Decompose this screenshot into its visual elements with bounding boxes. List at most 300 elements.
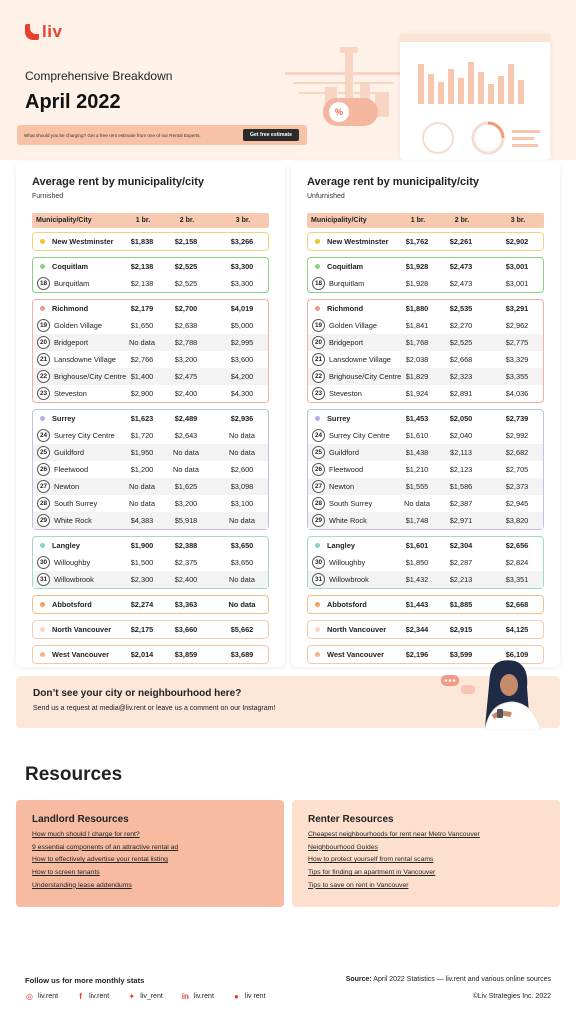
rent-value-2br: $2,261 bbox=[449, 237, 473, 246]
row-label bbox=[312, 300, 363, 317]
header-3br: 3 br. bbox=[510, 217, 526, 224]
municipality-name: Willowbrook bbox=[329, 575, 369, 584]
neighbourhood-row bbox=[33, 427, 268, 444]
rent-value-1br: $1,610 bbox=[405, 431, 429, 440]
rent-value-1br: No data bbox=[404, 499, 430, 508]
map-number-badge: 31 bbox=[312, 573, 325, 586]
row-label bbox=[37, 444, 84, 461]
municipality-row bbox=[308, 410, 543, 427]
neighbourhood-row bbox=[308, 571, 543, 588]
municipality-name: Lansdowne Village bbox=[329, 355, 391, 364]
rent-value-3br: $3,100 bbox=[230, 499, 254, 508]
renter-resources-heading: Renter Resources bbox=[308, 814, 394, 825]
map-number-badge: 21 bbox=[312, 353, 325, 366]
bar-chart-illustration-icon bbox=[400, 34, 550, 160]
row-label bbox=[312, 621, 386, 638]
rent-value-1br: $1,829 bbox=[405, 372, 429, 381]
color-dot-icon bbox=[315, 264, 320, 269]
neighbourhood-row bbox=[33, 495, 268, 512]
rent-value-1br: No data bbox=[129, 338, 155, 347]
row-label bbox=[37, 334, 88, 351]
rent-value-2br: $2,323 bbox=[449, 372, 473, 381]
row-label bbox=[312, 385, 362, 402]
map-number-badge: 21 bbox=[37, 353, 50, 366]
rent-value-1br: $1,432 bbox=[405, 575, 429, 584]
social-links bbox=[25, 992, 266, 1001]
rent-value-1br: No data bbox=[129, 499, 155, 508]
rent-value-3br: $4,200 bbox=[230, 372, 254, 381]
request-text-before: Send us a request at bbox=[33, 705, 100, 712]
municipality-row bbox=[308, 596, 543, 613]
rent-value-1br: $2,014 bbox=[130, 650, 154, 659]
rent-value-3br: $2,995 bbox=[230, 338, 254, 347]
neighbourhood-row bbox=[308, 275, 543, 292]
rent-value-3br: No data bbox=[228, 600, 256, 609]
rent-value-2br: $1,625 bbox=[174, 482, 198, 491]
rent-value-1br: $1,924 bbox=[405, 389, 429, 398]
card-title: Average rent by municipality/city bbox=[32, 176, 204, 188]
municipality-name: Newton bbox=[54, 482, 80, 491]
row-label bbox=[312, 275, 364, 292]
header-municipality: Municipality/City bbox=[36, 217, 92, 224]
map-number-badge: 19 bbox=[312, 319, 325, 332]
neighbourhood-row bbox=[308, 334, 543, 351]
percent-icon: % bbox=[329, 102, 349, 122]
municipality-name: Steveston bbox=[329, 389, 362, 398]
social-twitter[interactable] bbox=[127, 992, 163, 1001]
municipality-row bbox=[308, 537, 543, 554]
municipality-group bbox=[32, 409, 269, 530]
rent-value-3br: $4,125 bbox=[505, 625, 529, 634]
rent-value-2br: $2,388 bbox=[174, 541, 198, 550]
row-label bbox=[37, 385, 87, 402]
follow-text: Follow us for more monthly stats bbox=[25, 976, 145, 985]
social-label: liv.rent bbox=[193, 993, 214, 1000]
rent-value-2br: $2,113 bbox=[449, 448, 473, 457]
card-subtitle: Furnished bbox=[32, 193, 64, 200]
page-title: April 2022 bbox=[25, 91, 121, 113]
rent-value-3br: $6,109 bbox=[505, 650, 529, 659]
unfurnished-card bbox=[291, 162, 560, 667]
municipality-name: Surrey bbox=[52, 414, 76, 423]
color-dot-icon bbox=[40, 543, 45, 548]
row-label bbox=[37, 495, 97, 512]
rent-value-2br: $2,270 bbox=[449, 321, 473, 330]
municipality-group bbox=[32, 257, 269, 293]
rent-value-1br: $1,210 bbox=[405, 465, 429, 474]
municipality-name: Surrey City Centre bbox=[54, 431, 115, 440]
neighbourhood-row bbox=[308, 317, 543, 334]
row-label bbox=[312, 258, 363, 275]
header-1br: 1 br. bbox=[135, 217, 151, 224]
header-municipality: Municipality/City bbox=[311, 217, 367, 224]
rent-value-1br: No data bbox=[129, 482, 155, 491]
municipality-name: New Westminster bbox=[327, 237, 389, 246]
landlord-link[interactable]: 9 essential components of an attractive rental ad bbox=[32, 843, 179, 851]
source-label: Source: bbox=[345, 976, 372, 983]
map-number-badge: 20 bbox=[312, 336, 325, 349]
municipality-group bbox=[32, 595, 269, 614]
color-dot-icon bbox=[40, 239, 45, 244]
municipality-group bbox=[307, 257, 544, 293]
rent-value-3br: $2,682 bbox=[505, 448, 529, 457]
landlord-resources-heading: Landlord Resources bbox=[32, 814, 129, 825]
rent-value-2br: $2,535 bbox=[449, 304, 473, 313]
color-dot-icon bbox=[40, 602, 45, 607]
rent-value-1br: $1,748 bbox=[405, 516, 429, 525]
municipality-name: West Vancouver bbox=[52, 650, 109, 659]
municipality-group bbox=[307, 595, 544, 614]
row-label bbox=[312, 495, 372, 512]
request-text-after: or leave us a comment on our Instagram! bbox=[145, 705, 276, 712]
rent-value-3br: $3,300 bbox=[230, 262, 254, 271]
renter-link[interactable]: Tips for finding an apartment in Vancouver bbox=[308, 869, 436, 877]
row-label bbox=[312, 537, 355, 554]
rent-value-3br: No data bbox=[229, 431, 255, 440]
row-label bbox=[37, 300, 88, 317]
social-label: liv_rent bbox=[140, 993, 163, 1000]
map-number-badge: 20 bbox=[37, 336, 50, 349]
rent-value-3br: $4,019 bbox=[230, 304, 254, 313]
rent-value-1br: $1,928 bbox=[405, 262, 429, 271]
row-label bbox=[312, 461, 363, 478]
furnished-card bbox=[16, 162, 285, 667]
municipality-name: Abbotsford bbox=[52, 600, 92, 609]
rent-value-2br: $2,525 bbox=[174, 279, 198, 288]
map-number-badge: 24 bbox=[37, 429, 50, 442]
color-dot-icon bbox=[40, 264, 45, 269]
rent-value-2br: $2,915 bbox=[449, 625, 473, 634]
rent-value-1br: $1,950 bbox=[130, 448, 154, 457]
row-label bbox=[37, 478, 79, 495]
landlord-link[interactable]: How to screen tenants bbox=[32, 869, 100, 877]
row-label bbox=[312, 368, 401, 385]
rent-value-3br: $4,300 bbox=[230, 389, 254, 398]
rent-value-3br: $3,266 bbox=[230, 237, 254, 246]
rent-value-3br: $3,291 bbox=[505, 304, 529, 313]
municipality-row bbox=[33, 537, 268, 554]
email-link[interactable]: media@liv.rent bbox=[99, 705, 146, 712]
row-label bbox=[312, 554, 365, 571]
municipality-group bbox=[32, 536, 269, 589]
color-dot-icon bbox=[315, 602, 320, 607]
rent-value-1br: $1,500 bbox=[130, 558, 154, 567]
header-2br: 2 br. bbox=[179, 217, 195, 224]
instagram-icon: ◎ bbox=[26, 992, 33, 1001]
neighbourhood-row bbox=[308, 427, 543, 444]
neighbourhood-row bbox=[33, 351, 268, 368]
municipality-name: South Surrey bbox=[54, 499, 98, 508]
social-facebook[interactable] bbox=[76, 992, 109, 1001]
color-dot-icon bbox=[40, 652, 45, 657]
rent-value-2br: $2,473 bbox=[449, 279, 473, 288]
rent-value-1br: $1,768 bbox=[405, 338, 429, 347]
landlord-link[interactable]: Understanding lease addendums bbox=[32, 881, 132, 889]
municipality-name: Steveston bbox=[54, 389, 87, 398]
get-free-estimate-button[interactable]: Get free estimate bbox=[243, 129, 299, 141]
rent-value-2br: $2,475 bbox=[174, 372, 198, 381]
map-number-badge: 29 bbox=[37, 514, 50, 527]
card-title: Average rent by municipality/city bbox=[307, 176, 479, 188]
municipality-row bbox=[33, 300, 268, 317]
rent-value-1br: $2,274 bbox=[130, 600, 154, 609]
color-dot-icon bbox=[315, 306, 320, 311]
wechat-icon: ● bbox=[233, 992, 239, 1001]
rent-value-3br: $3,001 bbox=[505, 262, 529, 271]
rent-value-3br: $3,329 bbox=[505, 355, 529, 364]
neighbourhood-row bbox=[308, 351, 543, 368]
rent-value-3br: $2,739 bbox=[505, 414, 529, 423]
rent-value-2br: $2,123 bbox=[449, 465, 473, 474]
row-label bbox=[37, 621, 111, 638]
rent-value-3br: $3,355 bbox=[505, 372, 529, 381]
rent-value-1br: $4,383 bbox=[130, 516, 154, 525]
municipality-name: Brighouse/City Centre bbox=[54, 372, 127, 381]
row-label bbox=[37, 351, 116, 368]
row-label bbox=[37, 317, 102, 334]
woman-with-phone-icon bbox=[435, 655, 555, 730]
rent-value-2br: $2,700 bbox=[174, 304, 198, 313]
rent-value-3br: $2,705 bbox=[505, 465, 529, 474]
municipality-group bbox=[307, 536, 544, 589]
rent-value-2br: $2,525 bbox=[174, 262, 198, 271]
municipality-name: Brighouse/City Centre bbox=[329, 372, 402, 381]
rent-value-1br: $1,438 bbox=[405, 448, 429, 457]
rent-value-2br: $3,363 bbox=[174, 600, 198, 609]
chart-illustration bbox=[400, 34, 550, 160]
rent-value-2br: $2,375 bbox=[174, 558, 198, 567]
table-header bbox=[307, 213, 544, 228]
municipality-name: Richmond bbox=[52, 304, 89, 313]
municipality-row bbox=[33, 258, 268, 275]
social-instagram[interactable] bbox=[25, 992, 58, 1001]
map-number-badge: 26 bbox=[312, 463, 325, 476]
municipality-row bbox=[33, 621, 268, 638]
municipality-row bbox=[308, 258, 543, 275]
rent-value-1br: $2,196 bbox=[405, 650, 429, 659]
rent-value-2br: $2,400 bbox=[174, 575, 198, 584]
row-label bbox=[37, 410, 75, 427]
color-dot-icon bbox=[315, 652, 320, 657]
social-linkedin[interactable] bbox=[181, 992, 214, 1001]
rent-value-1br: $2,766 bbox=[130, 355, 154, 364]
map-number-badge: 28 bbox=[37, 497, 50, 510]
rent-value-3br: $3,098 bbox=[230, 482, 254, 491]
renter-link[interactable]: How to protect yourself from rental scams bbox=[308, 856, 434, 864]
rent-value-2br: $5,918 bbox=[174, 516, 198, 525]
source-text bbox=[346, 976, 551, 983]
rent-value-3br: $3,650 bbox=[230, 558, 254, 567]
rent-value-2br: $2,638 bbox=[174, 321, 198, 330]
rent-value-2br: $2,489 bbox=[174, 414, 198, 423]
color-dot-icon bbox=[315, 239, 320, 244]
municipality-name: Burquitlam bbox=[54, 279, 90, 288]
row-label bbox=[37, 596, 92, 613]
row-label bbox=[37, 233, 113, 250]
map-number-badge: 31 bbox=[37, 573, 50, 586]
municipality-name: Coquitlam bbox=[327, 262, 364, 271]
rent-value-2br: $2,473 bbox=[449, 262, 473, 271]
row-label bbox=[312, 512, 367, 529]
rent-value-2br: $2,525 bbox=[449, 338, 473, 347]
rent-value-3br: $5,000 bbox=[230, 321, 254, 330]
rent-value-3br: $3,001 bbox=[505, 279, 529, 288]
rent-value-1br: $1,880 bbox=[405, 304, 429, 313]
rent-value-3br: $2,373 bbox=[505, 482, 529, 491]
row-label bbox=[312, 233, 388, 250]
renter-link[interactable]: Cheapest neighbourhoods for rent near Metro Vancouver bbox=[308, 831, 480, 838]
municipality-group bbox=[307, 620, 544, 639]
municipality-name: Lansdowne Village bbox=[54, 355, 116, 364]
rent-value-1br: $2,300 bbox=[130, 575, 154, 584]
renter-link[interactable]: Tips to save on rent in Vancouver bbox=[308, 881, 409, 889]
neighbourhood-row bbox=[308, 495, 543, 512]
municipality-name: Langley bbox=[327, 541, 355, 550]
color-dot-icon bbox=[315, 543, 320, 548]
neighbourhood-row bbox=[308, 368, 543, 385]
map-number-badge: 28 bbox=[312, 497, 325, 510]
neighbourhood-row bbox=[33, 554, 268, 571]
map-number-badge: 19 bbox=[37, 319, 50, 332]
table-header bbox=[32, 213, 269, 228]
social-wechat[interactable] bbox=[232, 992, 266, 1001]
rent-value-3br: No data bbox=[229, 575, 255, 584]
rent-value-3br: $3,650 bbox=[230, 541, 254, 550]
color-dot-icon bbox=[40, 416, 45, 421]
rent-value-2br: $1,885 bbox=[449, 600, 473, 609]
rent-value-2br: No data bbox=[173, 465, 199, 474]
neighbourhood-row bbox=[308, 554, 543, 571]
landlord-resources bbox=[16, 800, 284, 907]
municipality-row bbox=[33, 596, 268, 613]
rent-value-3br: $5,662 bbox=[230, 625, 254, 634]
neighbourhood-row bbox=[33, 275, 268, 292]
row-label bbox=[37, 427, 115, 444]
municipality-name: Guildford bbox=[329, 448, 359, 457]
neighbourhood-row bbox=[33, 385, 268, 402]
rent-value-1br: $2,175 bbox=[130, 625, 154, 634]
rent-value-3br: $2,945 bbox=[505, 499, 529, 508]
rent-value-2br: $2,891 bbox=[449, 389, 473, 398]
row-label bbox=[312, 317, 377, 334]
rent-value-1br: $1,720 bbox=[130, 431, 154, 440]
municipality-name: West Vancouver bbox=[327, 650, 384, 659]
municipality-name: North Vancouver bbox=[327, 625, 387, 634]
header-1br: 1 br. bbox=[410, 217, 426, 224]
municipality-group bbox=[32, 299, 269, 403]
municipality-row bbox=[33, 646, 268, 663]
rent-value-2br: $2,668 bbox=[449, 355, 473, 364]
rent-value-1br: $1,555 bbox=[405, 482, 429, 491]
rent-value-2br: $2,971 bbox=[449, 516, 473, 525]
municipality-name: Richmond bbox=[327, 304, 364, 313]
header-3br: 3 br. bbox=[235, 217, 251, 224]
municipality-name: Willoughby bbox=[329, 558, 366, 567]
rent-value-1br: $2,344 bbox=[405, 625, 429, 634]
color-dot-icon bbox=[40, 306, 45, 311]
social-label: liv rent bbox=[244, 993, 266, 1000]
municipality-name: White Rock bbox=[54, 516, 92, 525]
map-number-badge: 25 bbox=[312, 446, 325, 459]
rent-value-1br: $2,138 bbox=[130, 262, 154, 271]
source-detail: April 2022 Statistics — liv.rent and various online sources bbox=[371, 976, 551, 983]
rent-value-3br: No data bbox=[229, 448, 255, 457]
rent-value-3br: $2,962 bbox=[505, 321, 529, 330]
municipality-row bbox=[33, 410, 268, 427]
municipality-name: Willoughby bbox=[54, 558, 91, 567]
rent-value-3br: $2,656 bbox=[505, 541, 529, 550]
municipality-row bbox=[308, 300, 543, 317]
landlord-link[interactable]: How to effectively advertise your rental listing bbox=[32, 856, 168, 864]
row-label bbox=[37, 646, 109, 663]
rent-value-3br: $2,668 bbox=[505, 600, 529, 609]
rent-value-2br: $3,660 bbox=[174, 625, 198, 634]
municipality-group bbox=[32, 232, 269, 251]
rent-value-1br: $1,200 bbox=[130, 465, 154, 474]
rent-value-2br: $2,158 bbox=[174, 237, 198, 246]
municipality-row bbox=[308, 621, 543, 638]
neighbourhood-row bbox=[308, 478, 543, 495]
landlord-link[interactable]: How much should I charge for rent? bbox=[32, 831, 140, 838]
row-label bbox=[37, 554, 90, 571]
logo-text: liv bbox=[42, 22, 63, 41]
header-banner bbox=[0, 0, 576, 160]
rent-value-2br: $3,599 bbox=[449, 650, 473, 659]
municipality-group bbox=[307, 232, 544, 251]
neighbourhood-row bbox=[33, 461, 268, 478]
map-number-badge: 23 bbox=[312, 387, 325, 400]
rent-value-2br: $2,643 bbox=[174, 431, 198, 440]
logo[interactable] bbox=[25, 22, 62, 42]
row-label bbox=[37, 571, 94, 588]
rent-value-1br: $1,623 bbox=[130, 414, 154, 423]
twitter-icon: ✦ bbox=[128, 992, 136, 1001]
municipality-name: Newton bbox=[329, 482, 355, 491]
request-text bbox=[33, 705, 275, 712]
map-number-badge: 30 bbox=[37, 556, 50, 569]
rent-value-2br: $2,287 bbox=[449, 558, 473, 567]
rent-value-2br: $2,304 bbox=[449, 541, 473, 550]
rent-value-2br: $3,200 bbox=[174, 355, 198, 364]
municipality-name: Surrey City Centre bbox=[329, 431, 390, 440]
municipality-name: Langley bbox=[52, 541, 80, 550]
row-label bbox=[312, 571, 369, 588]
rent-value-3br: $2,936 bbox=[230, 414, 254, 423]
rent-value-3br: $2,992 bbox=[505, 431, 529, 440]
municipality-row bbox=[33, 233, 268, 250]
rent-value-2br: $1,586 bbox=[449, 482, 473, 491]
renter-link[interactable]: Neighbourhood Guides bbox=[308, 843, 378, 851]
municipality-name: Guildford bbox=[54, 448, 84, 457]
neighbourhood-row bbox=[308, 512, 543, 529]
rent-value-2br: $2,400 bbox=[174, 389, 198, 398]
municipality-name: Bridgeport bbox=[54, 338, 89, 347]
linkedin-icon: in bbox=[181, 992, 189, 1001]
rent-value-1br: $1,841 bbox=[405, 321, 429, 330]
rent-value-3br: $3,600 bbox=[230, 355, 254, 364]
rent-value-2br: $3,859 bbox=[174, 650, 198, 659]
neighbourhood-row bbox=[308, 444, 543, 461]
neighbourhood-row bbox=[33, 317, 268, 334]
municipality-group bbox=[307, 299, 544, 403]
rent-value-1br: $1,762 bbox=[405, 237, 429, 246]
neighbourhood-row bbox=[33, 571, 268, 588]
rent-value-3br: $4,036 bbox=[505, 389, 529, 398]
neighbourhood-row bbox=[33, 368, 268, 385]
municipality-row bbox=[308, 233, 543, 250]
estimate-cta-strip bbox=[17, 125, 307, 145]
row-label bbox=[312, 646, 384, 663]
